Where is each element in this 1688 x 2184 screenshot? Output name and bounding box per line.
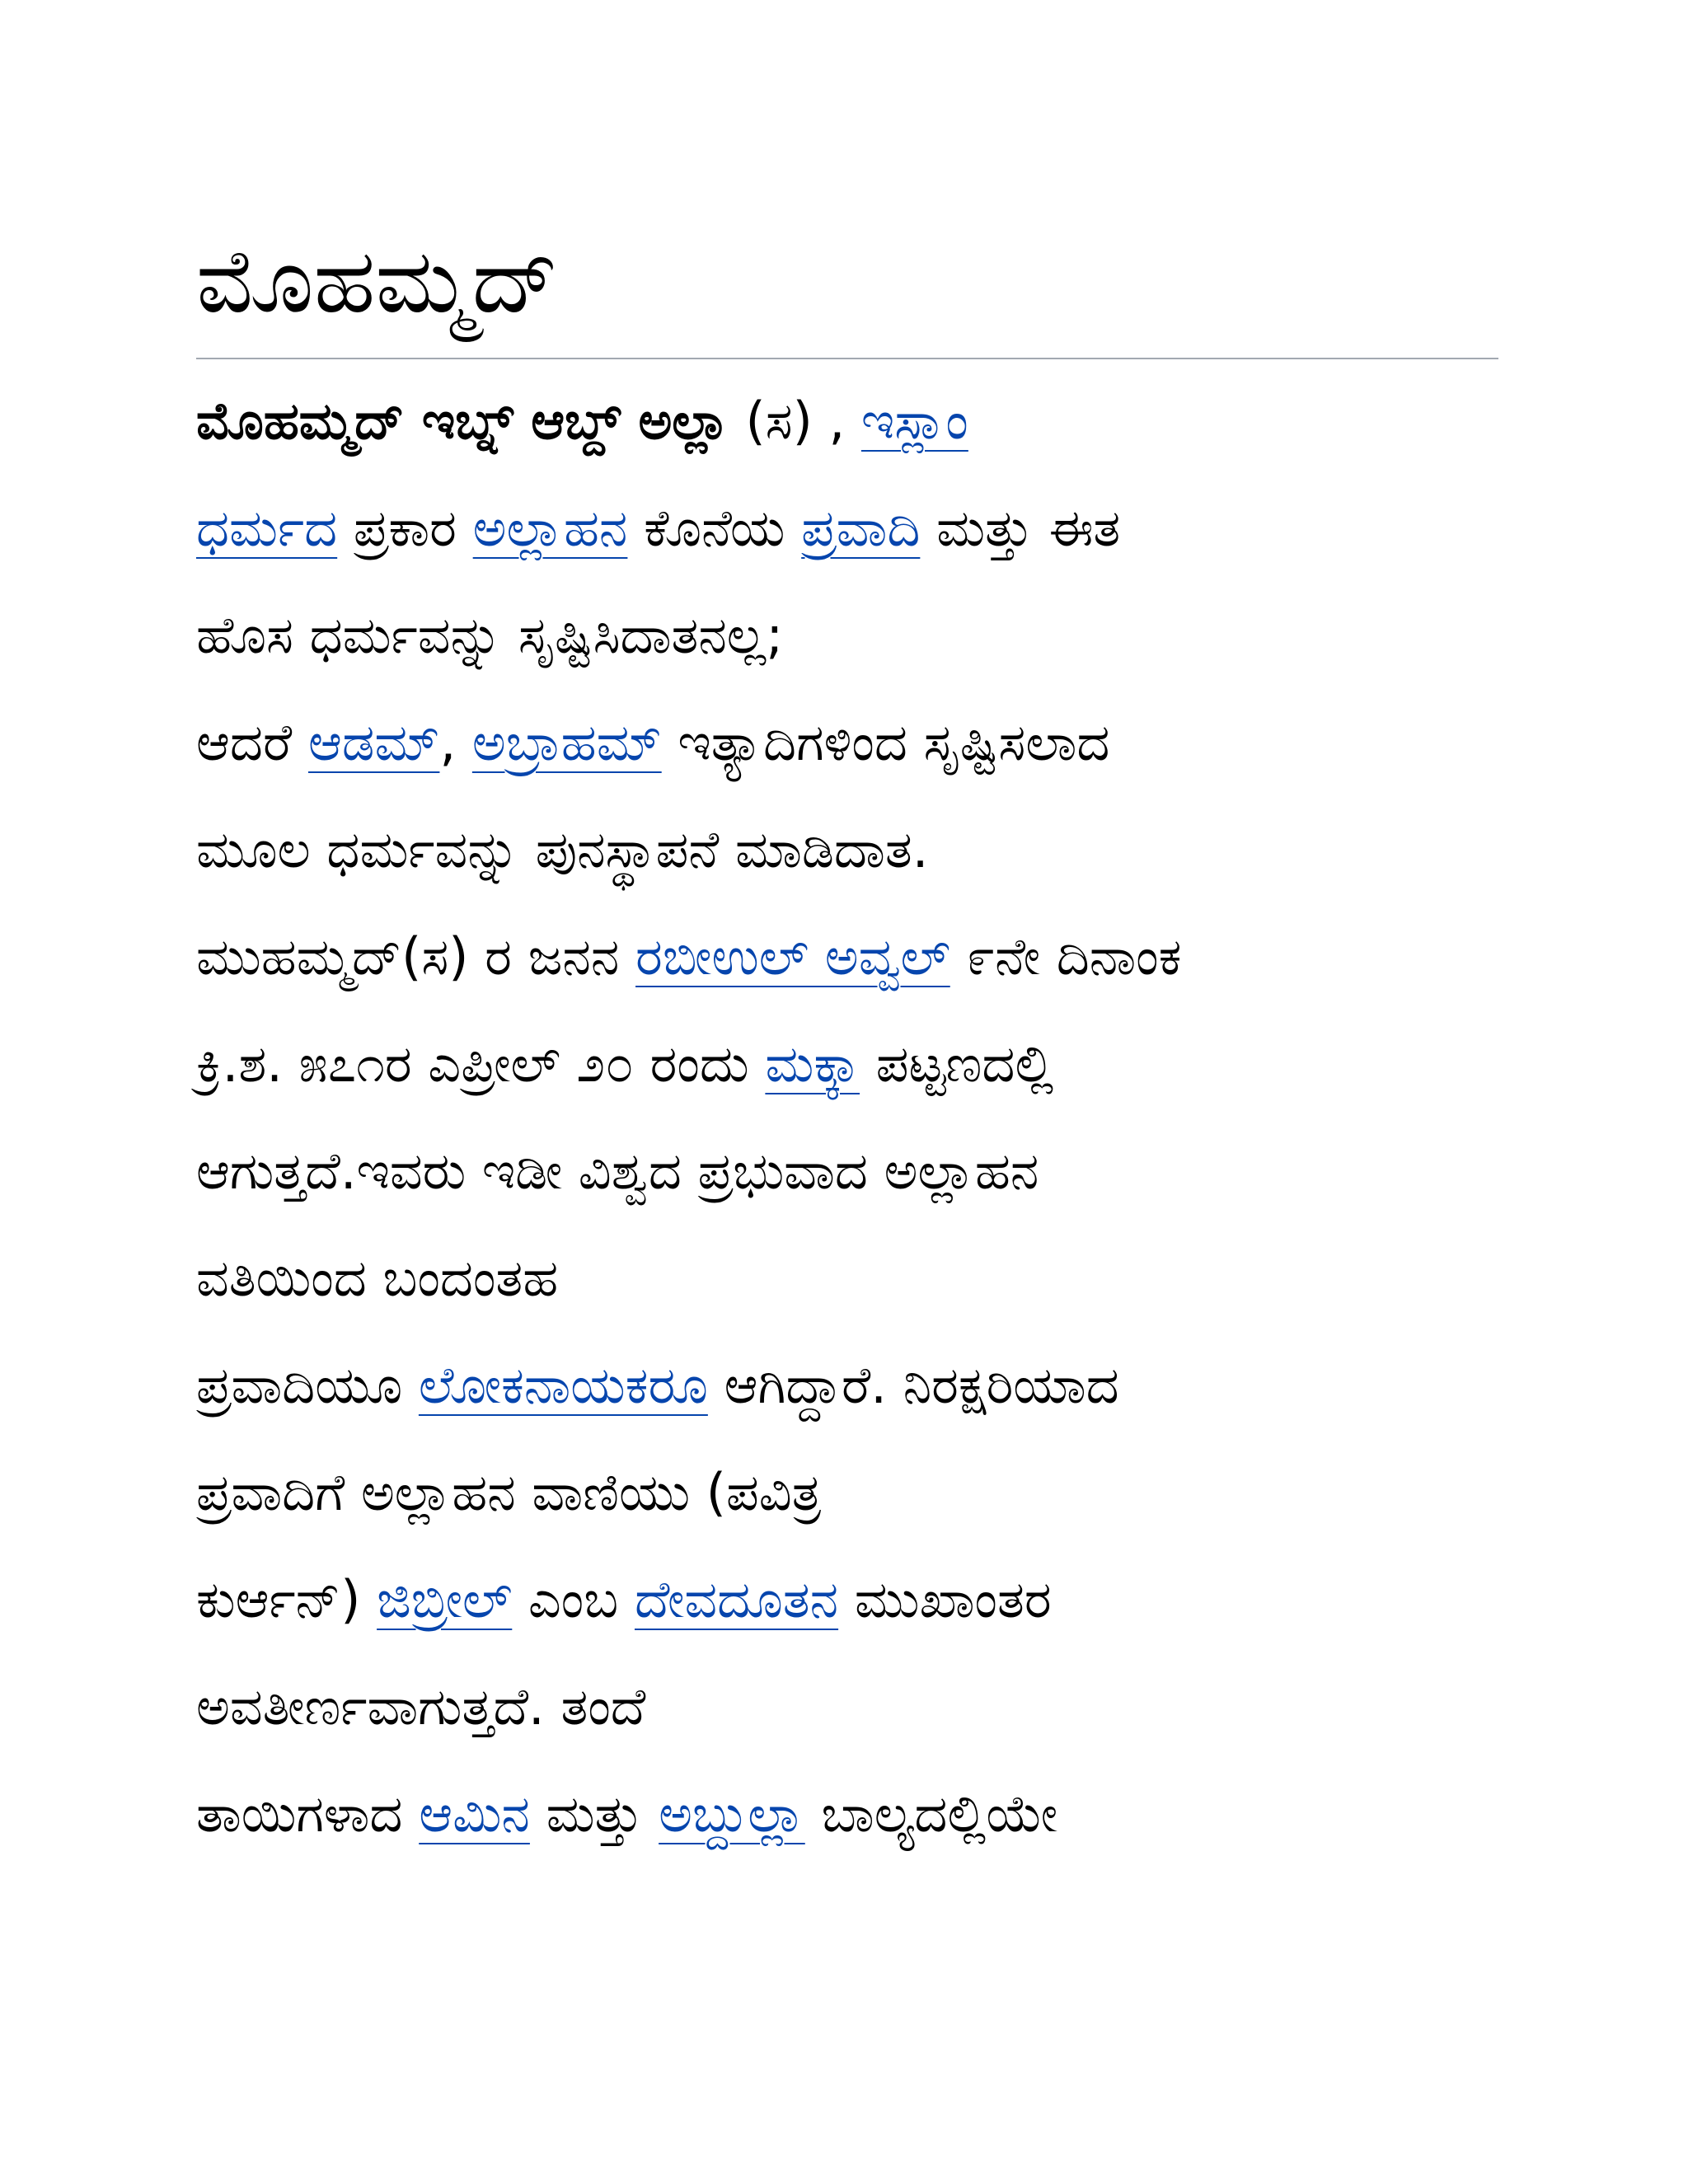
text-line <box>196 796 1498 903</box>
text: ಅವತೀರ್ಣವಾಗುತ್ತದೆ. ತಂದೆ <box>196 1676 646 1736</box>
link-dharmada[interactable]: ಧರ್ಮದ <box>196 498 338 558</box>
link-lokanayakaru[interactable]: ಲೋಕನಾಯಕರೂ <box>418 1355 708 1415</box>
link-devadootana[interactable]: ದೇವದೂತನ <box>634 1569 839 1629</box>
text-line <box>196 475 1498 582</box>
text-line <box>196 1118 1498 1225</box>
text: ಕೊನೆಯ <box>627 498 802 558</box>
page-title: ಮೊಹಮ್ಮದ್ <box>196 230 559 333</box>
link-rabi-ul-awwal[interactable]: ರಬೀಉಲ್ ಅವ್ವಲ್ <box>635 926 950 987</box>
link-jibreel[interactable]: ಜಿಬ್ರೀಲ್ <box>377 1569 513 1629</box>
text: ಪ್ರಕಾರ <box>337 498 473 558</box>
text: ಇತ್ಯಾದಿಗಳಿಂದ ಸೃಷ್ಟಿಸಲಾದ <box>661 712 1110 772</box>
subject-name: ಮೊಹಮ್ಮದ್ ಇಬ್ನ್ ಆಬ್ದ್ ಅಲ್ಲಾ <box>196 391 729 451</box>
link-allah[interactable]: ಅಲ್ಲಾಹನ <box>472 498 628 558</box>
text: ೯ನೇ ದಿನಾಂಕ <box>950 926 1182 987</box>
text: ಮತ್ತು ಈತ <box>920 498 1121 558</box>
text: , <box>439 712 472 772</box>
article-body <box>196 368 1498 1868</box>
text: ತಾಯಿಗಳಾದ <box>196 1783 420 1844</box>
text: ಆಗಿದ್ದಾರೆ. ನಿರಕ್ಷರಿಯಾದ <box>707 1355 1119 1415</box>
text: ಹೊಸ ಧರ್ಮವನ್ನು ಸೃಷ್ಟಿಸಿದಾತನಲ್ಲ; <box>196 605 784 665</box>
text: ಬಾಲ್ಯದಲ್ಲಿಯೇ <box>804 1783 1058 1844</box>
link-islam[interactable]: ಇಸ್ಲಾಂ <box>860 391 968 451</box>
text-line <box>196 1332 1498 1439</box>
text: (ಸ) , <box>729 391 861 451</box>
text-line <box>196 1225 1498 1332</box>
text-line <box>196 368 1498 475</box>
text-line <box>196 903 1498 1010</box>
text: ವತಿಯಿಂದ ಬಂದಂತಹ <box>196 1248 559 1308</box>
text-line <box>196 1010 1498 1118</box>
text-line <box>196 1760 1498 1868</box>
link-adam[interactable]: ಆಡಮ್ <box>307 712 440 772</box>
text: ಕುರ್ಆನ್) <box>196 1569 377 1629</box>
text: ಮುಹಮ್ಮದ್(ಸ) ರ ಜನನ <box>196 926 636 987</box>
link-amina[interactable]: ಆಮಿನ <box>419 1783 530 1844</box>
article <box>196 0 1498 1868</box>
text-line <box>196 1653 1498 1760</box>
text: ಆದರೆ <box>196 712 308 772</box>
link-makka[interactable]: ಮಕ್ಕಾ <box>765 1033 860 1094</box>
title-divider <box>196 358 1498 359</box>
text: ಮತ್ತು <box>529 1783 659 1844</box>
text: ಎಂಬ <box>512 1569 635 1629</box>
text: ಆಗುತ್ತದೆ.ಇವರು ಇಡೀ ವಿಶ್ವದ ಪ್ರಭುವಾದ ಅಲ್ಲಾಹನ <box>196 1141 1039 1201</box>
text-line <box>196 1546 1498 1653</box>
text: ಮುಖಾಂತರ <box>838 1569 1052 1629</box>
link-abraham[interactable]: ಅಬ್ರಾಹಮ್ <box>471 712 662 772</box>
text: ಮೂಲ ಧರ್ಮವನ್ನು ಪುನಸ್ಥಾಪನೆ ಮಾಡಿದಾತ. <box>196 819 929 879</box>
text: ಪಟ್ಟಣದಲ್ಲಿ <box>860 1033 1054 1094</box>
text: ಕ್ರಿ.ಶ. ೫೭೧ರ ಎಪ್ರೀಲ್ ೨೦ ರಂದು <box>196 1033 766 1094</box>
text-line <box>196 1439 1498 1546</box>
text: ಪ್ರವಾದಿಯೂ <box>196 1355 419 1415</box>
text-line <box>196 689 1498 796</box>
text: ಪ್ರವಾದಿಗೆ ಅಲ್ಲಾಹನ ವಾಣಿಯು (ಪವಿತ್ರ <box>196 1462 822 1522</box>
link-abdulla[interactable]: ಅಬ್ದುಲ್ಲಾ <box>659 1783 805 1844</box>
text-line <box>196 582 1498 689</box>
link-pravadi[interactable]: ಪ್ರವಾದಿ <box>801 498 921 558</box>
